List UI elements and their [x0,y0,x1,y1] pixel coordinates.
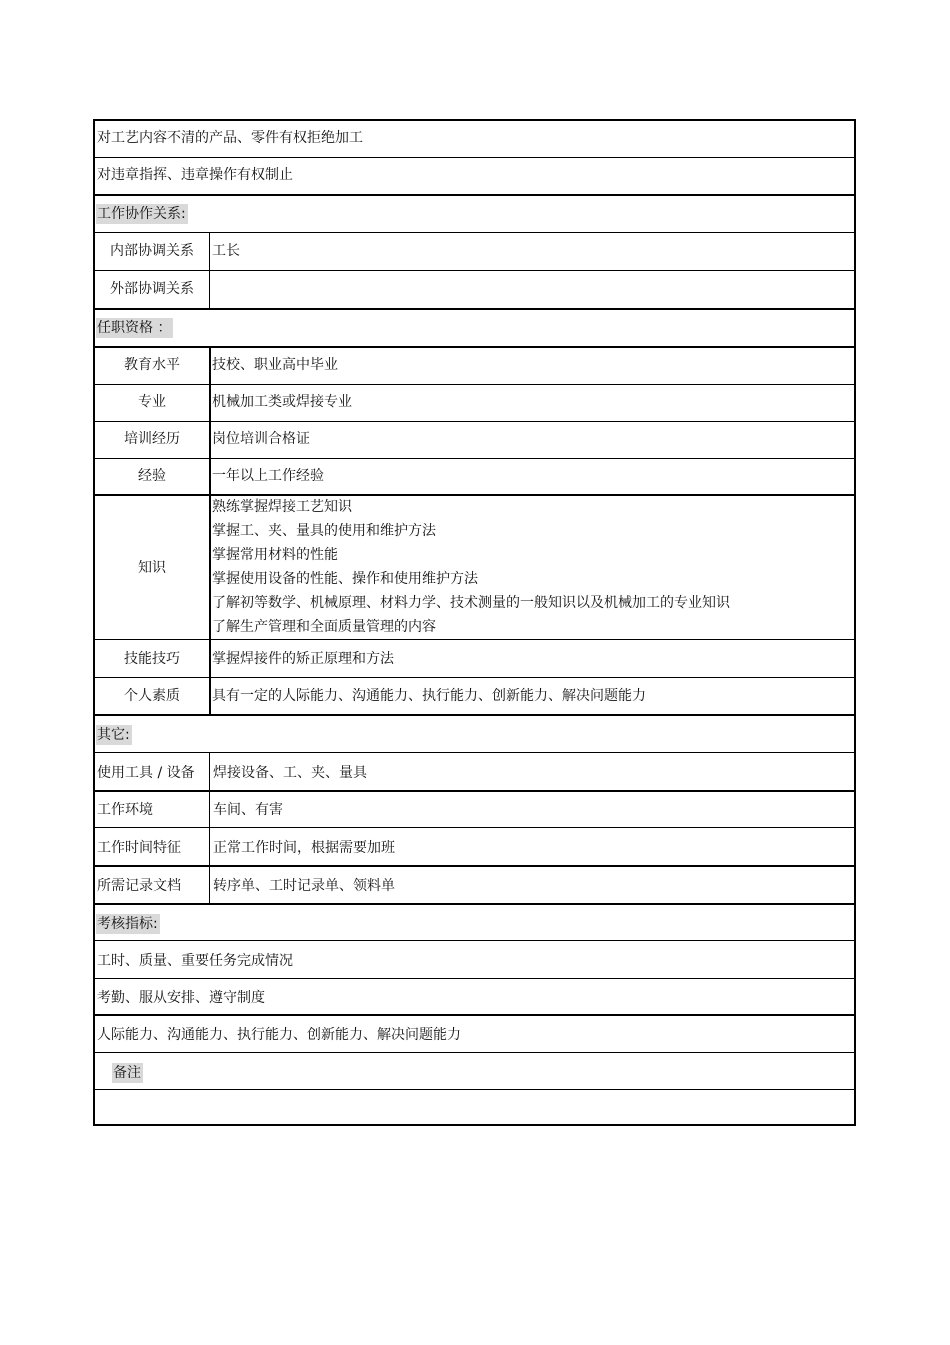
training-value: 岗位培训合格证 [212,431,310,447]
education-label: 教育水平 [124,357,180,373]
other-header: 其它: [97,727,130,743]
right-reject-processing: 对工艺内容不清的产品、零件有权拒绝加工 [97,130,363,146]
major-value: 机械加工类或焊接专业 [212,394,352,410]
skills-value: 掌握焊接件的矫正原理和方法 [212,651,394,667]
knowledge-line: 了解生产管理和全面质量管理的内容 [212,619,436,635]
skills-label: 技能技巧 [124,651,180,667]
environment-label: 工作环境 [97,802,153,818]
assessment-item: 人际能力、沟通能力、执行能力、创新能力、解决问题能力 [97,1027,461,1043]
column-divider [209,752,210,903]
internal-coordination-label: 内部协调关系 [110,243,194,259]
work-time-label: 工作时间特征 [97,840,181,856]
personal-qualities-label: 个人素质 [124,688,180,704]
row-divider [95,714,854,716]
assessment-item: 考勤、服从安排、遵守制度 [97,990,265,1006]
collaboration-header: 工作协作关系: [97,206,186,222]
row-divider [95,903,854,905]
education-value: 技校、职业高中毕业 [212,357,338,373]
tools-value: 焊接设备、工、夹、量具 [213,765,367,781]
assessment-header: 考核指标: [97,916,158,932]
job-description-table [93,119,856,1126]
knowledge-line: 掌握工、夹、量具的使用和维护方法 [212,523,436,539]
row-divider [95,157,854,158]
experience-label: 经验 [138,468,166,484]
right-stop-violation: 对违章指挥、违章操作有权制止 [97,167,293,183]
row-divider [95,1014,854,1016]
tools-label: 使用工具 / 设备 [97,765,195,781]
experience-value: 一年以上工作经验 [212,468,324,484]
column-divider [209,346,211,714]
major-label: 专业 [138,394,166,410]
external-coordination-label: 外部协调关系 [110,281,194,297]
row-divider [95,940,854,941]
row-divider [95,1052,854,1053]
column-divider [209,232,210,308]
internal-coordination-value: 工长 [212,243,240,259]
row-divider [95,308,854,310]
environment-value: 车间、有害 [213,802,283,818]
knowledge-line: 了解初等数学、机械原理、材料力学、技术测量的一般知识以及机械加工的专业知识 [212,595,730,611]
knowledge-line: 掌握使用设备的性能、操作和使用维护方法 [212,571,478,587]
qualifications-header: 任职资格 ： [97,320,172,336]
records-value: 转序单、工时记录单、领料单 [213,878,395,894]
row-divider [95,1089,854,1090]
records-label: 所需记录文档 [97,878,181,894]
knowledge-line: 掌握常用材料的性能 [212,547,338,563]
work-time-value: 正常工作时间，根据需要加班 [213,840,395,856]
assessment-item: 工时、质量、重要任务完成情况 [97,953,293,969]
row-divider [95,978,854,979]
knowledge-label: 知识 [138,560,166,576]
personal-qualities-value: 具有一定的人际能力、沟通能力、执行能力、创新能力、解决问题能力 [212,688,646,704]
training-label: 培训经历 [124,431,180,447]
row-divider [95,194,854,196]
knowledge-line: 熟练掌握焊接工艺知识 [212,499,352,515]
remarks-header: 备注 [113,1065,141,1081]
